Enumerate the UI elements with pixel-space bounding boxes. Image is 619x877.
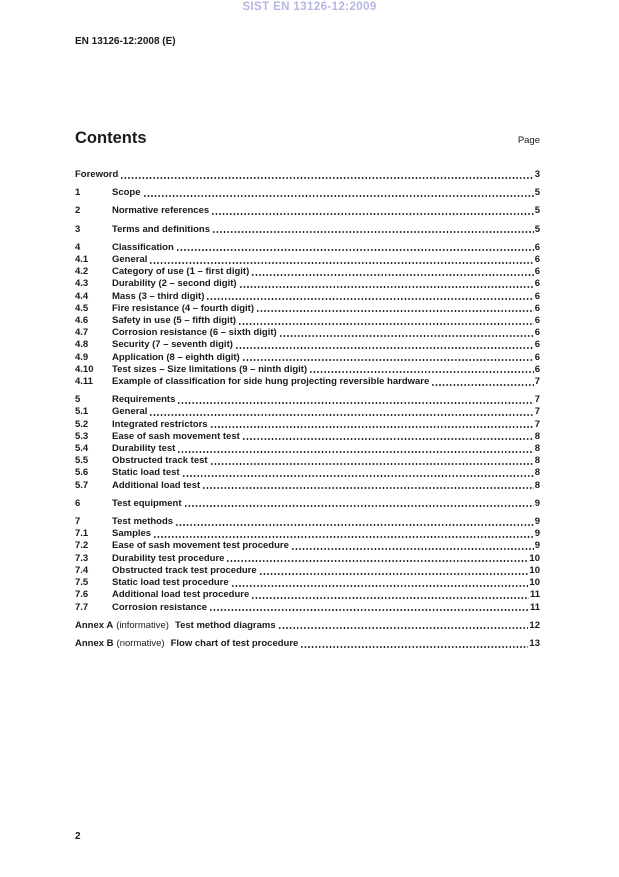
toc-entry-page: 8 [534, 430, 540, 442]
toc-entry [75, 443, 540, 455]
toc-entry-title: Obstructed track test procedure [112, 564, 257, 576]
toc-entry-page: 6 [534, 290, 540, 302]
dot-leader [235, 339, 534, 351]
toc-entry-page: 7 [534, 394, 540, 406]
dot-leader [291, 541, 534, 553]
toc-entry [75, 394, 540, 406]
toc-entry [75, 278, 540, 290]
toc-entry-title: Example of classification for side hung projecting reversible hardware [112, 376, 430, 388]
toc-entry-page: 6 [534, 266, 540, 278]
dot-leader [259, 565, 529, 577]
dot-leader [300, 638, 528, 650]
toc-entry-title: Test sizes – Size limitations (9 – ninth digit) [112, 363, 308, 375]
dot-leader [210, 419, 534, 431]
toc-entry-title: Safety in use (5 – fifth digit) [112, 315, 237, 327]
toc-entry-page: 6 [534, 278, 540, 290]
dot-leader [431, 376, 533, 388]
toc-entry-page: 5 [534, 223, 540, 235]
toc-group [75, 620, 540, 632]
toc-entry-title: Integrated restrictors [112, 418, 208, 430]
toc-entry-title: Durability (2 – second digit) [112, 278, 237, 290]
toc-entry-number: 5.7 [75, 479, 89, 491]
toc-entry-number: 5.4 [75, 443, 89, 455]
annex-label: Annex A [75, 619, 114, 631]
toc-entry [75, 205, 540, 217]
toc-entry-title: Terms and definitions [112, 223, 211, 235]
toc-entry [75, 467, 540, 479]
dot-leader [256, 303, 534, 315]
toc-entry-number: 7 [75, 516, 81, 528]
toc-entry-number: 6 [75, 497, 81, 509]
toc-entry-number: 5.5 [75, 455, 89, 467]
toc-entry [75, 406, 540, 418]
dot-leader [210, 455, 534, 467]
toc-entry-page: 9 [534, 540, 540, 552]
toc-entry-page: 8 [534, 479, 540, 491]
toc-entry [75, 339, 540, 351]
document-id: EN 13126-12:2008 (E) [75, 36, 176, 47]
annex-type: (informative) [116, 619, 169, 631]
toc-entry-page: 10 [529, 552, 540, 564]
toc-entry-page: 5 [534, 187, 540, 199]
toc-entry-number: 4.8 [75, 339, 89, 351]
toc-list [75, 169, 540, 650]
toc-entry-number: 4.7 [75, 327, 89, 339]
toc-entry [75, 638, 540, 650]
toc-entry-number: 7.2 [75, 540, 89, 552]
toc-entry [75, 315, 540, 327]
toc-entry-number: 4.5 [75, 302, 89, 314]
toc-entry [75, 577, 540, 589]
dot-leader [175, 516, 534, 528]
toc-entry-number: 5.2 [75, 418, 89, 430]
toc-entry-title: Test methods [112, 516, 174, 528]
page-number: 2 [75, 831, 81, 842]
contents-header-bar [75, 129, 540, 148]
toc-entry [75, 224, 540, 236]
toc-entry-title: Mass (3 – third digit) [112, 290, 205, 302]
toc-entry [75, 540, 540, 552]
toc-entry-page: 7 [534, 376, 540, 388]
toc-entry-number: 4.1 [75, 254, 89, 266]
toc-entry [75, 431, 540, 443]
toc-entry-number: 4.9 [75, 351, 89, 363]
toc-entry [75, 254, 540, 266]
toc-entry-number: 2 [75, 205, 81, 217]
toc-entry-title: Additional load test [112, 479, 201, 491]
toc-entry-page: 6 [534, 327, 540, 339]
toc-entry-title: Ease of sash movement test procedure [112, 540, 289, 552]
dot-leader [176, 242, 534, 254]
toc-entry-title: Static load test procedure [112, 577, 229, 589]
toc-group [75, 187, 540, 199]
toc-entry-title: Requirements [112, 394, 176, 406]
toc-entry-page: 10 [529, 564, 540, 576]
annex-type: (normative) [116, 637, 165, 649]
toc-entry-page: 6 [534, 302, 540, 314]
toc-group [75, 224, 540, 236]
toc-entry-number: 7.7 [75, 601, 89, 613]
toc-entry-title: Durability test [112, 443, 176, 455]
annex-label: Annex B [75, 637, 114, 649]
toc-entry-number: 7.6 [75, 589, 89, 601]
toc-entry-page: 6 [534, 363, 540, 375]
toc-entry-title: Flow chart of test procedure [170, 637, 299, 649]
toc-entry-page: 7 [534, 418, 540, 430]
toc-group [75, 242, 540, 388]
toc-entry-number: 4.4 [75, 290, 89, 302]
toc-entry-title: Additional load test procedure [112, 589, 250, 601]
toc-entry-number: 4.11 [75, 376, 93, 388]
toc-entry-page: 9 [534, 516, 540, 528]
dot-leader [231, 577, 529, 589]
toc-group [75, 498, 540, 510]
toc-group [75, 169, 540, 181]
toc-entry-title: Scope [112, 187, 141, 199]
toc-entry-title: Obstructed track test [112, 455, 208, 467]
dot-leader [143, 187, 534, 199]
toc-entry-number: 4.3 [75, 278, 89, 290]
toc-entry-page: 13 [529, 637, 540, 649]
toc-entry-title: Corrosion resistance (6 – sixth digit) [112, 327, 277, 339]
toc-entry [75, 327, 540, 339]
toc-entry [75, 620, 540, 632]
toc-entry-title: Static load test [112, 467, 180, 479]
toc-entry-page: 11 [529, 601, 540, 613]
toc-entry-page: 8 [534, 443, 540, 455]
toc-entry [75, 303, 540, 315]
toc-entry-title: Samples [112, 528, 152, 540]
toc-entry-title: Category of use (1 – first digit) [112, 266, 250, 278]
dot-leader [184, 498, 534, 510]
toc-entry-page: 12 [529, 619, 540, 631]
dot-leader [226, 553, 528, 565]
dot-leader [309, 364, 534, 376]
dot-leader [212, 224, 534, 236]
watermark-text: SIST EN 13126-12:2009 [242, 1, 377, 13]
toc-entry-title: General [112, 254, 148, 266]
toc-entry-number: 5.6 [75, 467, 89, 479]
dot-leader [202, 480, 534, 492]
toc-group [75, 205, 540, 217]
toc-entry [75, 266, 540, 278]
toc-entry-page: 11 [529, 589, 540, 601]
toc-entry-number: 5.1 [75, 406, 89, 418]
toc-entry [75, 516, 540, 528]
toc-entry-page: 9 [534, 497, 540, 509]
contents-heading: Contents [75, 129, 147, 147]
toc-group [75, 394, 540, 492]
toc-entry [75, 291, 540, 303]
dot-leader [153, 528, 534, 540]
toc-entry-title: Ease of sash movement test [112, 430, 240, 442]
toc-entry-page: 9 [534, 528, 540, 540]
toc-entry [75, 498, 540, 510]
dot-leader [251, 266, 533, 278]
dot-leader [238, 315, 534, 327]
toc-entry-number: 1 [75, 187, 81, 199]
toc-entry-number: 7.5 [75, 577, 89, 589]
toc-entry-number: 7.4 [75, 564, 89, 576]
dot-leader [177, 443, 533, 455]
toc-entry-title: Corrosion resistance [112, 601, 208, 613]
toc-entry-page: 6 [534, 254, 540, 266]
toc-entry-number: 5.3 [75, 430, 89, 442]
dot-leader [251, 589, 529, 601]
dot-leader [206, 291, 533, 303]
dot-leader [209, 602, 529, 614]
toc-entry [75, 565, 540, 577]
toc-entry-page: 6 [534, 241, 540, 253]
toc-entry [75, 455, 540, 467]
toc-entry-title: Test method diagrams [174, 619, 276, 631]
toc-entry-page: 8 [534, 467, 540, 479]
toc-entry-title: Security (7 – seventh digit) [112, 339, 233, 351]
dot-leader [242, 352, 534, 364]
toc-entry-number: 4.10 [75, 363, 94, 375]
toc-entry [75, 169, 540, 181]
toc-entry [75, 602, 540, 614]
toc-entry-number: 4.2 [75, 266, 89, 278]
toc-entry-number: 7.3 [75, 552, 89, 564]
toc-entry-page: 7 [534, 406, 540, 418]
toc-entry-title: General [112, 406, 148, 418]
toc-entry [75, 553, 540, 565]
toc-entry [75, 589, 540, 601]
toc-entry [75, 528, 540, 540]
toc-entry-number: 5 [75, 394, 81, 406]
toc-entry-title: Durability test procedure [112, 552, 225, 564]
toc-entry-number: 4 [75, 241, 81, 253]
toc-entry-page: 6 [534, 315, 540, 327]
dot-leader [120, 169, 533, 181]
toc-entry [75, 480, 540, 492]
toc-entry [75, 187, 540, 199]
toc-entry [75, 376, 540, 388]
toc-entry [75, 364, 540, 376]
dot-leader [239, 278, 534, 290]
dot-leader [149, 254, 533, 266]
toc-entry-page: 10 [529, 577, 540, 589]
toc-entry-number: 3 [75, 223, 81, 235]
page-column-label: Page [517, 135, 540, 146]
dot-leader [177, 394, 533, 406]
dot-leader [279, 327, 534, 339]
dot-leader [242, 431, 534, 443]
toc-entry-page: 5 [534, 205, 540, 217]
toc-entry-page: 8 [534, 455, 540, 467]
toc-group [75, 516, 540, 614]
toc-entry [75, 352, 540, 364]
toc-entry-title: Test equipment [112, 497, 182, 509]
dot-leader [211, 205, 534, 217]
dot-leader [182, 467, 534, 479]
toc-entry-title: Application (8 – eighth digit) [112, 351, 240, 363]
toc-entry-title: Normative references [112, 205, 210, 217]
dot-leader [278, 620, 529, 632]
toc-entry-title: Fire resistance (4 – fourth digit) [112, 302, 254, 314]
toc-group [75, 638, 540, 650]
toc-entry-title: Foreword [75, 169, 119, 180]
dot-leader [149, 406, 533, 418]
toc-entry-number: 4.6 [75, 315, 89, 327]
toc-entry-page: 6 [534, 339, 540, 351]
toc-entry [75, 242, 540, 254]
toc-entry-title: Classification [112, 241, 174, 253]
toc-entry-page: 3 [534, 169, 540, 180]
toc-entry [75, 419, 540, 431]
toc-entry-page: 6 [534, 351, 540, 363]
toc-entry-number: 7.1 [75, 528, 89, 540]
